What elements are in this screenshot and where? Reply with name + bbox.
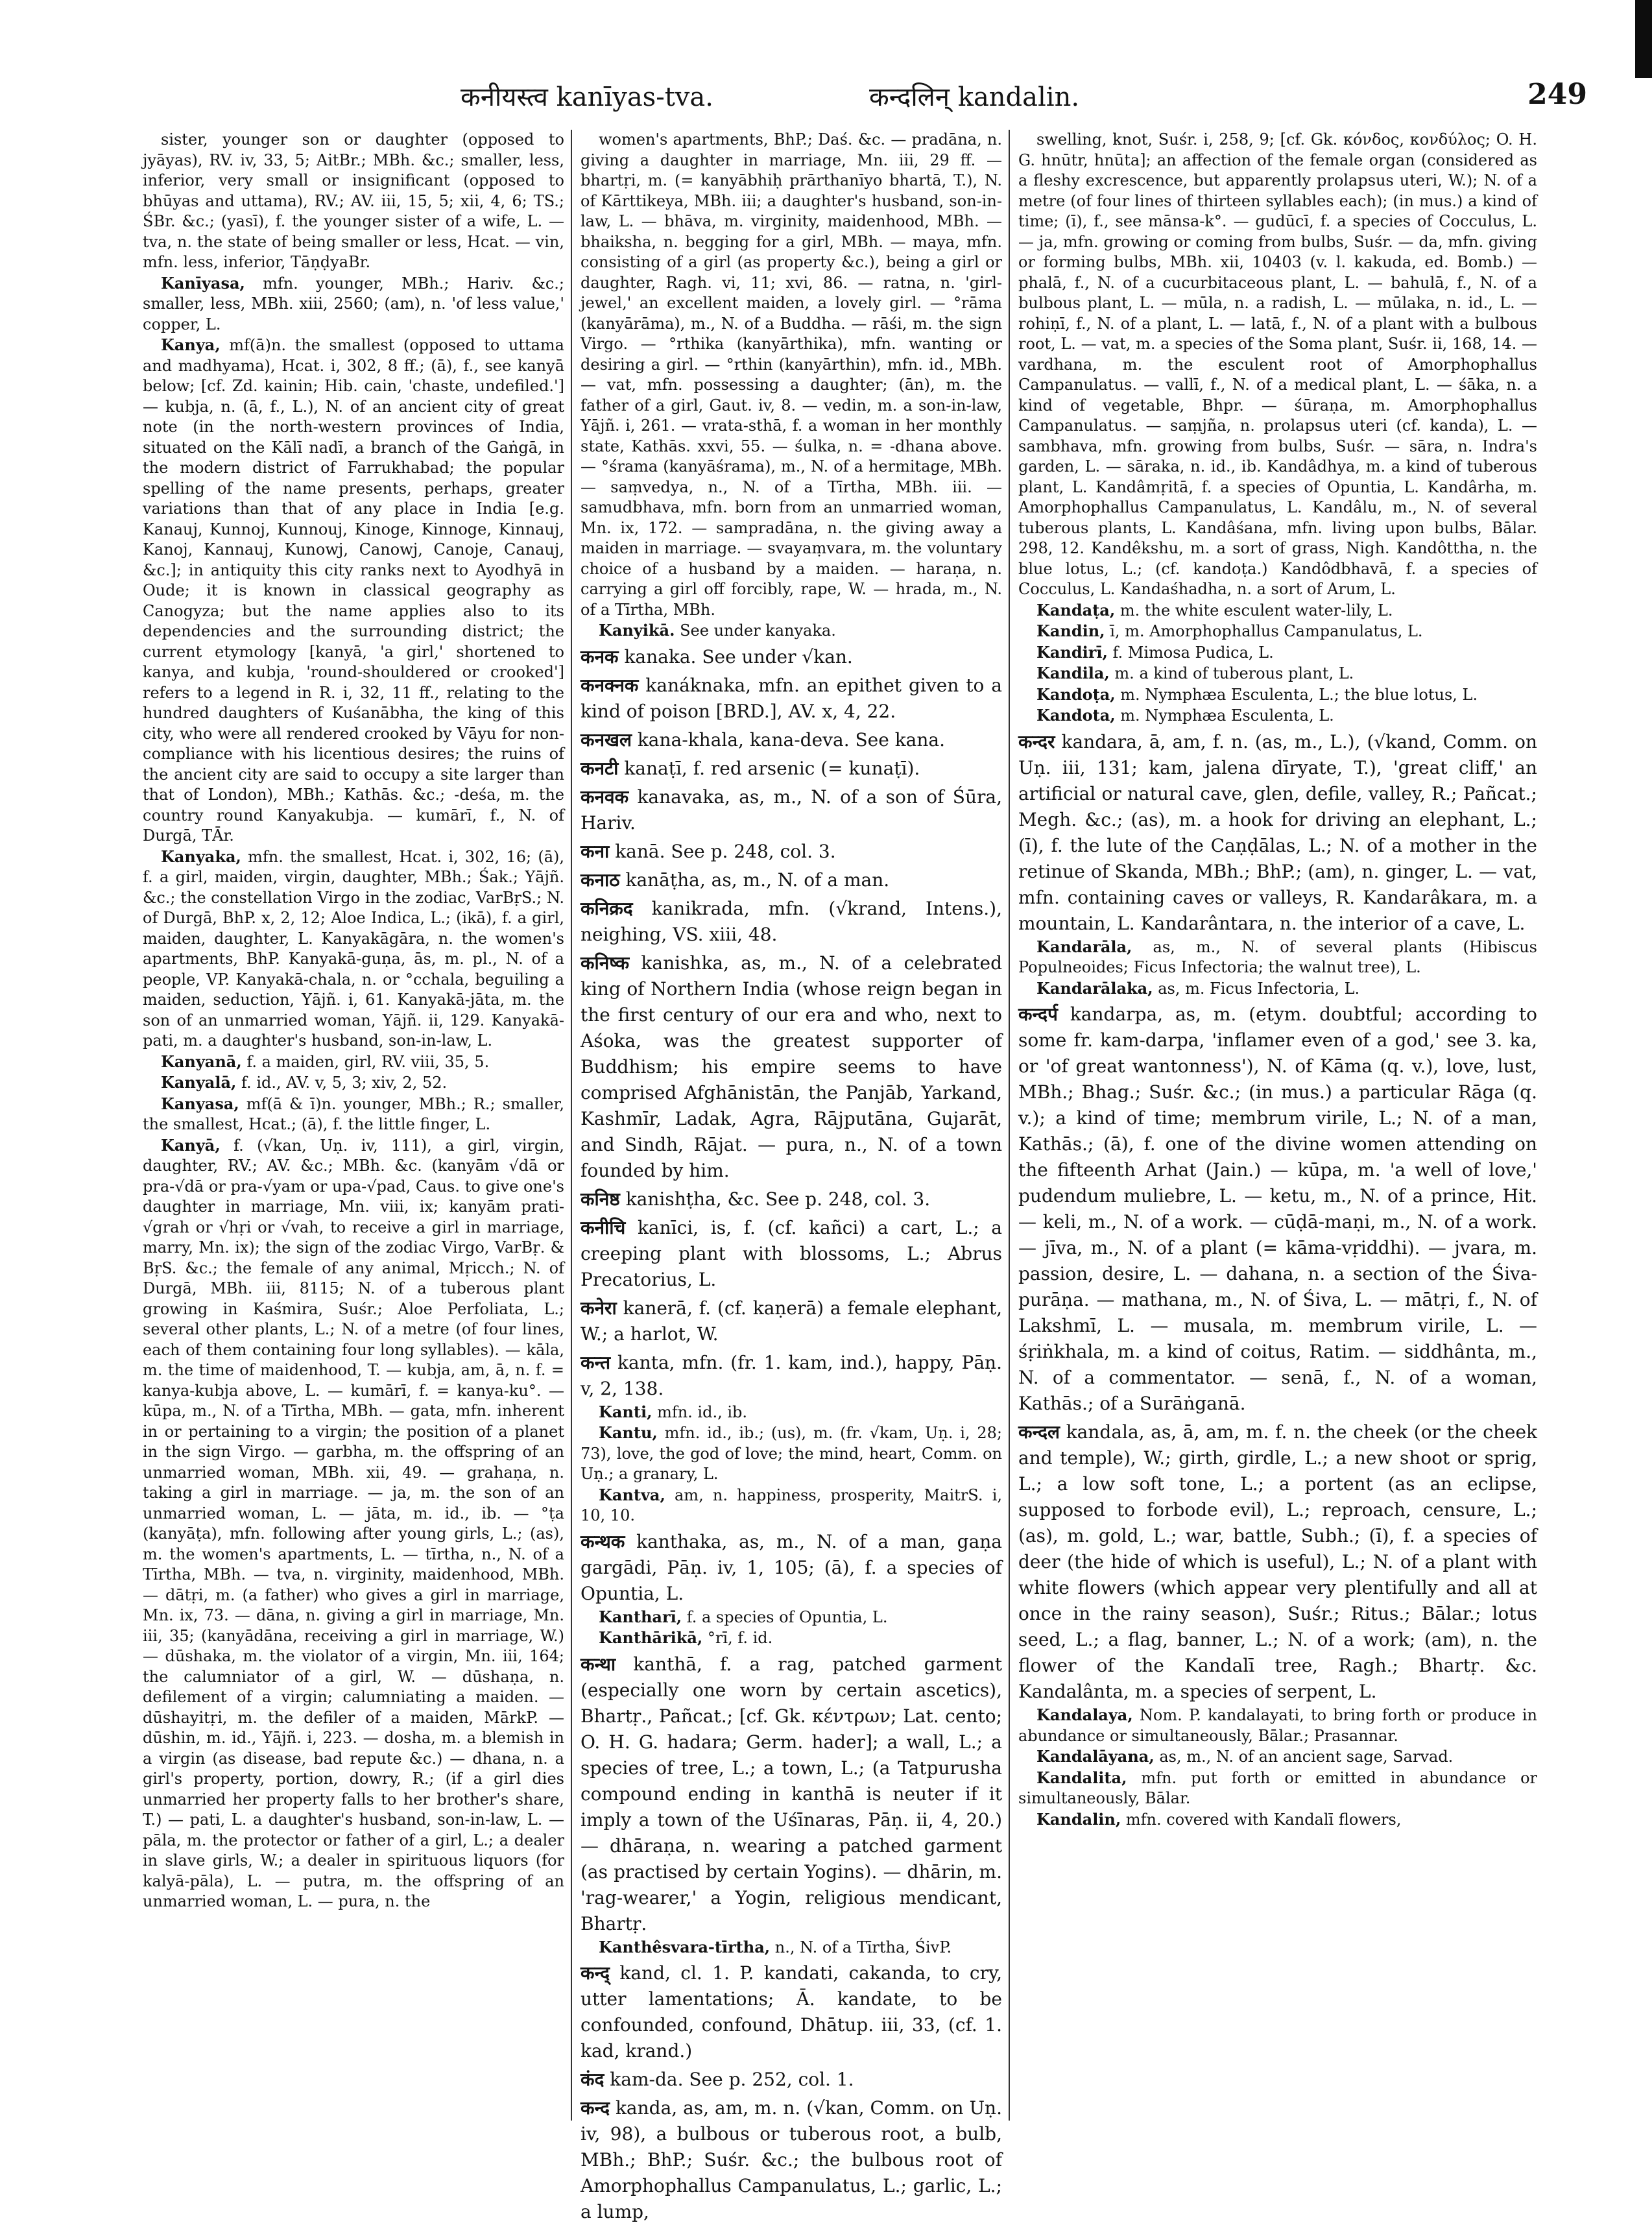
- entry-text: °rī, f. id.: [707, 1629, 773, 1647]
- dictionary-entry: [143, 1072, 564, 1094]
- dictionary-entry: [581, 1485, 1002, 1526]
- dictionary-entry: [1018, 1768, 1537, 1809]
- dictionary-entry: [1018, 1746, 1537, 1768]
- dictionary-entry: [1018, 684, 1537, 706]
- dictionary-entry: [581, 1215, 1002, 1293]
- headword: Kanthêsvara-tīrtha,: [599, 1937, 771, 1956]
- dictionary-entry: [581, 1529, 1002, 1607]
- headword: Kanyalā,: [161, 1073, 237, 1092]
- headword: Kandalaya,: [1036, 1705, 1133, 1724]
- entry-text: ī, m. Amorphophallus Campanulatus, L.: [1110, 622, 1423, 640]
- devanagari-headword: कना: [581, 840, 610, 862]
- devanagari-headword: कनीचि: [581, 1216, 626, 1238]
- devanagari-headword: कनिक्रद: [581, 897, 633, 919]
- column-divider: [1009, 130, 1010, 2121]
- dictionary-entry: [581, 620, 1002, 642]
- entry-text: kana-khala, kana-deva. See kana.: [637, 728, 945, 751]
- entry-text: kandarpa, as, m. (etym. doubtful; according to some fr. kam-darpa, 'inflamer even of a god,' see 3. ka, or 'of great wantonness'), N. of Kāma (q. v.), love, lust, MBh.; Bhag.; Suśr. &c.; (in mus.) a particular Rāga (q. v.); a kind of time; membrum virile, L.; N. of a man, Kathās.; (ā), f. one of the divine women attending on the fifteenth Arhat (Jain.) — kūpa, m. 'a well of love,' pudendum muliebre, L. — ketu, m., N. of a prince, Hit. — keli, m., N. of a work. — cūḍā-maṇi, m., N. of a work. — jīva, m., N. of a plant (= kāma-vṛiddhi). — jvara, m. passion, desire, L. — dahana, n. a section of the Śiva-purāṇa. — mathana, m., N. of Śiva, L. — mātṛi, f., N. of Lakshmī, L. — musala, m. membrum virile, L. — śṛiṅkhala, m. a kind of coitus, Ratim. — siddhânta, m., N. of a commentator. — senā, f., N. of a woman, Kathās.; of a Surāṅganā.: [1018, 1004, 1537, 1414]
- entry-text: kanā. See p. 248, col. 3.: [615, 840, 836, 862]
- dictionary-entry: [143, 1094, 564, 1135]
- headword: Kanyanā,: [161, 1052, 242, 1071]
- dictionary-entry: [581, 1295, 1002, 1347]
- entry-text: kam-da. See p. 252, col. 1.: [610, 2069, 854, 2090]
- dictionary-entry: [581, 1960, 1002, 2064]
- entry-text: kanavaka, as, m., N. of a son of Śūra, Hariv.: [581, 786, 1002, 834]
- column-2: [581, 130, 1003, 2222]
- devanagari-headword: कंद: [581, 2069, 605, 2090]
- dictionary-entry: [581, 896, 1002, 948]
- entry-text: n., N. of a Tīrtha, ŚivP.: [774, 1938, 952, 1956]
- devanagari-headword: कन्दल: [1018, 1421, 1060, 1443]
- entry-text: mfn. the smallest, Hcat. i, 302, 16; (ā), f. a girl, maiden, virgin, daughter, MBh.; Śak.; Yājñ. &c.; the constellation Virgo in the zodiac, VarBṛS.; N. of Durgā, BhP. x, 2, 12; Aloe Indica, L.; (ikā), f. a girl, maiden, daughter, L. Kanyakāgāra, n. the women's apartments, BhP. Kanyakā-guṇa, ās, m. pl., N. of a people, VP. Kanyakā-chala, n. or °cchala, beguiling a maiden, seduction, Yājñ. i, 61. Kanyakā-jāta, m. the son of an unmarried woman, Yājñ. ii, 129. Kanyakā-pati, m. a daughter's husband, son-in-law, L.: [143, 847, 564, 1050]
- headword: Kantu,: [599, 1423, 658, 1442]
- headword: Kandalāyana,: [1036, 1747, 1155, 1766]
- devanagari-headword: कनिष्क: [581, 952, 630, 974]
- dictionary-entry: [1018, 1419, 1537, 1705]
- entry-text: kanthaka, as, m., N. of a man, gaṇa gargādi, Pāṇ. iv, 1, 105; (ā), f. a species of Opuntia, L.: [581, 1530, 1002, 1604]
- headword: Kandarālaka,: [1036, 978, 1153, 998]
- entry-text: mfn. id., ib.: [657, 1402, 748, 1421]
- headword: Kandila,: [1036, 664, 1110, 682]
- entry-text: kanthā, f. a rag, patched garment (especially one worn by certain ascetics), Bhartṛ., Pañcat.; [cf. Gk. κέντρων; Lat. cento; O. H. G. hadara; Germ. hader]; a wall, L.; a species of tree, L.; a town, L.; (a Tatpurusha compound ending in kanthā is neuter if it imply a town of the Uśīnaras, Pāṇ. ii, 4, 20.) — dhāraṇa, n. wearing a patched garment (as practised by certain Yogins). — dhārin, m. 'rag-wearer,' a Yogin, religious mendicant, Bhartṛ.: [581, 1653, 1003, 1934]
- dictionary-entry: [1018, 705, 1537, 727]
- entry-text: m. Nymphæa Esculenta, L.; the blue lotus, L.: [1120, 685, 1478, 704]
- entry-text: am, n. happiness, prosperity, MaitrS. i, 10, 10.: [581, 1485, 1002, 1524]
- page-edge-mark: [1635, 0, 1652, 78]
- entry-text: mfn. put forth or emitted in abundance or simultaneously, Bālar.: [1018, 1768, 1538, 1807]
- dictionary-entry: [581, 784, 1002, 836]
- headword: Kantva,: [599, 1485, 665, 1504]
- entry-text: kanáknaka, mfn. an epithet given to a kind of poison [BRD.], AV. x, 4, 22.: [581, 674, 1003, 722]
- entry-text: f. id., AV. v, 5, 3; xiv, 2, 52.: [241, 1074, 448, 1092]
- dictionary-entry: [581, 839, 1002, 865]
- entry-text: mf(ā)n. the smallest (opposed to uttama and madhyama), Hcat. i, 302, 8 ff.; (ā), f., see kanyā below; [cf. Zd. kainin; Hib. cain, 'chaste, undefiled.'] — kubja, n. (ā, f., L.), N. of an ancient city of great note (in the north-western provinces of India, situated on the Kālī nadī, a branch of the Gaṅgā, in the modern district of Farrukhabad; the popular spelling of the name presents, perhaps, greater variations than that of any place in India [e.g. Kanauj, Kunnoj, Kunnouj, Kinoge, Kinnoge, Kinnauj, Kanoj, Kannauj, Kunowj, Canowj, Canoje, Canauj, &c.]; in antiquity this city ranks next to Ayodhyā in Oude; it is known in classical geography as Canogyza; but the name applies also to its dependencies and the surrounding district; the current etymology [kanyā, 'a girl,' shortened to kanya, and kubja, 'round-shouldered or crooked'] refers to a legend in R. i, 32, 11 ff., relating to the hundred daughters of Kuśanābha, the king of this city, who were all rendered crooked by Vāyu for non-compliance with his licentious desires; the ruins of the ancient city are said to occupy a site larger than that of London), MBh.; Kathās. &c.; -deśa, m. the country round Kanyakubja. — kumārī, f., N. of Durgā, TĀr.: [143, 336, 564, 845]
- dictionary-entry: [1018, 1809, 1537, 1831]
- devanagari-headword: कन्द: [581, 2097, 610, 2119]
- headword: Kanyaka,: [161, 847, 241, 866]
- headword: Kanthārikā,: [599, 1628, 703, 1647]
- headword: Kanyasa,: [161, 1094, 239, 1113]
- dictionary-entry: [581, 2095, 1002, 2225]
- dictionary-entry: [1018, 130, 1537, 600]
- entry-text: as, m., N. of several plants (Hibiscus Populneoides; Ficus Infectoria; the walnut tree), L.: [1018, 937, 1537, 976]
- devanagari-headword: कनखल: [581, 728, 632, 751]
- entry-text: mfn. younger, MBh.; Hariv. &c.; smaller, less, MBh. xiii, 2560; (am), n. 'of less value,' copper, L.: [143, 274, 564, 333]
- entry-text: kanishka, as, m., N. of a celebrated king of Northern India (whose reign began in the first century of our era and who, next to Aśoka, was the greatest supporter of Buddhism; his empire seems to have comprised Afghānistān, the Panjāb, Yarkand, Kashmīr, Ladak, Agra, Rājputāna, Gujarāt, and Sindh, Rājat. — pura, n., N. of a town founded by him.: [581, 952, 1002, 1181]
- entry-text: kanīci, is, f. (cf. kañci) a cart, L.; a creeping plant with blossoms, L.; Abrus Precatorius, L.: [581, 1216, 1002, 1290]
- entry-text: kanāṭha, as, m., N. of a man.: [625, 869, 890, 891]
- dictionary-entry: [1018, 978, 1537, 1000]
- dictionary-entry: [1018, 1002, 1537, 1417]
- dictionary-entry: [143, 273, 564, 335]
- page-number: 249: [1527, 78, 1587, 111]
- headword: Kandoṭa,: [1036, 684, 1116, 704]
- devanagari-headword: कनटी: [581, 757, 619, 779]
- entry-text: mf(ā & ī)n. younger, MBh.; R.; smaller, the smallest, Hcat.; (ā), f. the little finger, L.: [143, 1094, 564, 1133]
- entry-text: f. a maiden, girl, RV. viii, 35, 5.: [246, 1052, 490, 1071]
- dictionary-entry: [143, 335, 564, 847]
- dictionary-entry: [1018, 642, 1537, 664]
- dictionary-entry: [143, 130, 564, 273]
- devanagari-headword: कनक्नक: [581, 674, 639, 696]
- dictionary-entry: [143, 1135, 564, 1912]
- dictionary-entry: [1018, 937, 1537, 978]
- devanagari-headword: कनवक: [581, 786, 629, 808]
- headword: Kanya,: [161, 335, 221, 354]
- column-1: [143, 130, 564, 2121]
- entry-text: m. a kind of tuberous plant, L.: [1114, 664, 1354, 682]
- dictionary-entry: [143, 847, 564, 1052]
- dictionary-entry: [581, 867, 1002, 893]
- devanagari-headword: कनाठ: [581, 869, 620, 891]
- dictionary-entry: [581, 727, 1002, 753]
- dictionary-entry: [581, 756, 1002, 782]
- dictionary-entry: [1018, 600, 1537, 621]
- entry-text: kanaṭī, f. red arsenic (= kunaṭī).: [624, 757, 920, 779]
- dictionary-entry: [581, 1937, 1002, 1958]
- dictionary-entry: [1018, 663, 1537, 684]
- entry-text: mfn. covered with Kandalī flowers,: [1125, 1810, 1402, 1829]
- entry-text: kanerā, f. (cf. kaṇerā) a female elephant, W.; a harlot, W.: [581, 1297, 1003, 1345]
- headword: Kanti,: [599, 1402, 652, 1421]
- headword: Kandarāla,: [1036, 937, 1132, 956]
- running-head-right: कन्दलिन् kandalin.: [869, 82, 1080, 112]
- entry-text: women's apartments, BhP.; Daś. &c. — pradāna, n. giving a daughter in marriage, Mn. iii, 29 ff. — bhartṛi, m. (= kanyābhiḥ prārthanīyo bhartā, T.), N. of Kārttikeya, MBh. iii; a daughter's husband, son-in-law, L. — bhāva, m. virginity, maidenhood, MBh. — bhaiksha, n. begging for a girl, MBh. — maya, mfn. consisting of a girl (as property &c.), being a girl or daughter, Ragh. vi, 11; xvi, 86. — ratna, n. 'girl-jewel,' an excellent maiden, a lovely girl. — °rāma (kanyārāma), m., N. of a Buddha. — rāśi, m. the sign Virgo. — °rthika (kanyārthika), mfn. wanting or desiring a girl. — °rthin (kanyārthin), mfn. id., MBh. — vat, mfn. possessing a daughter; (ān), m. the father of a girl, Gaut. iv, 8. — vedin, m. a son-in-law, Yājñ. i, 261. — vrata-sthā, f. a woman in her monthly state, Kathās. xxvi, 55. — śulka, n. = -dhana above. — °śrama (kanyāśrama), m., N. of a hermitage, MBh. — saṃvedya, n., N. of a Tīrtha, MBh. iii. — samudbhava, mfn. born from an unmarried woman, Mn. ix, 172. — sampradāna, n. the giving away a maiden in marriage. — svayaṃvara, m. the voluntary choice of a husband by a maiden. — haraṇa, n. carrying a girl off forcibly, rape, W. — hrada, m., N. of a Tīrtha, MBh.: [581, 130, 1002, 619]
- entry-text: as, m. Ficus Infectoria, L.: [1158, 979, 1360, 998]
- entry-text: kanishṭha, &c. See p. 248, col. 3.: [625, 1188, 931, 1210]
- column-3: [1018, 130, 1537, 2121]
- headword: Kandin,: [1036, 621, 1105, 640]
- entry-text: kandala, as, ā, am, m. f. n. the cheek (or the cheek and temple), W.; girth, girdle, L.; a new shoot or sprig, L.; a low soft tone, L.; a portent (as an eclipse, supposed to forbode evil), L.; reproach, censure, L.; (as), m. gold, L.; war, battle, Subh.; (ī), f. a species of deer (the hide of which is useful), L.; N. of a plant with white flowers (which appear very plentifully and all at once in the rainy season), Suśr.; Ritus.; Bālar.; lotus seed, L.; a flag, banner, L.; N. of a work; (am), n. the flower of the Kandalī tree, Ragh.; Bhartṛ. &c. Kandalânta, m. a species of serpent, L.: [1018, 1421, 1537, 1702]
- dictionary-entry: [1018, 1705, 1537, 1746]
- dictionary-entry: [581, 1186, 1002, 1212]
- dictionary-entry: [1018, 729, 1537, 937]
- headword: Kandalin,: [1036, 1809, 1121, 1829]
- running-head-left: कनीयस्त्व kanīyas-tva.: [461, 82, 713, 112]
- dictionary-entry: [581, 1628, 1002, 1649]
- headword: Kandalita,: [1036, 1768, 1127, 1787]
- devanagari-headword: कन्था: [581, 1653, 616, 1675]
- headword: Kandaṭa,: [1036, 600, 1116, 619]
- entry-text: kanda, as, am, m. n. (√kan, Comm. on Uṇ. iv, 98), a bulbous or tuberous root, a bulb, MBh.; BhP.; Suśr. &c.; the bulbous root of Amorphophallus Campanulatus, L.; garlic, L.; a lump,: [581, 2097, 1002, 2222]
- dictionary-entry: [143, 1052, 564, 1073]
- headword: Kantharī,: [599, 1607, 682, 1626]
- entry-text: as, m., N. of an ancient sage, Sarvad.: [1159, 1748, 1454, 1766]
- dictionary-entry: [581, 1607, 1002, 1628]
- entry-text: m. Nymphæa Esculenta, L.: [1120, 706, 1334, 725]
- devanagari-headword: कन्द्: [581, 1962, 610, 1984]
- dictionary-entry: [581, 1652, 1002, 1937]
- dictionary-entry: [581, 130, 1002, 620]
- headword: Kanyā,: [161, 1135, 221, 1155]
- column-divider: [571, 130, 572, 2121]
- entry-text: swelling, knot, Suśr. i, 258, 9; [cf. Gk. κόνδος, κονδύλος; O. H. G. hnūtr, hnūta]; an affection of the female organ (considered as a fleshy excrescence, but apparently prolapsus uteri, W.); N. of a metre (of four lines of thirteen syllables each); (in mus.) a kind of time; (ī), f., see mānsa-k°. — gudūcī, f. a species of Cocculus, L. — ja, mfn. growing or coming from bulbs, Suśr. — da, mfn. giving or forming bulbs, MBh. xii, 10403 (v. l. kakuda, ed. Bomb.) — phalā, f., N. of a cucurbitaceous plant, L. — bahulā, f., N. of a bulbous plant, L. — mūla, n. a radish, L. — mūlaka, n. id., L. — rohiṇī, f., N. of a plant, L. — latā, f., N. of a plant with a bulbous root, L. — vat, m. a species of the Soma plant, Suśr. ii, 168, 14. — vardhana, m. the esculent root of Amorphophallus Campanulatus. — vallī, f., N. of a medical plant, L. — śāka, n. a kind of vegetable, Bhpr. — śūraṇa, m. Amorphophallus Campanulatus. — saṃjña, n. prolapsus uteri (cf. kanda), L. — sambhava, mfn. growing from bulbs, Suśr. — sāra, n. Indra's garden, L. — sāraka, n. id., ib. Kandâdhya, m. a kind of tuberous plant, L. Kandâmṛitā, f. a species of Opuntia, L. Kandârha, m. Amorphophallus Campanulatus, L. Kandâlu, m., N. of several tuberous plants, L. Kandâśana, mfn. living upon bulbs, Bālar. 298, 12. Kandêkshu, m. a sort of grass, Nigh. Kandôttha, n. the blue lotus, L.; (cf. kandoṭa.) Kandôdbhavā, f. a species of Cocculus, L. Kandaśhadha, n. a sort of Arum, L.: [1018, 130, 1537, 598]
- headword: Kanyikā.: [599, 621, 675, 640]
- entry-text: f. a species of Opuntia, L.: [686, 1607, 888, 1626]
- dictionary-entry: [581, 950, 1002, 1184]
- devanagari-headword: कनिष्ठ: [581, 1188, 620, 1210]
- headword: Kandirī,: [1036, 642, 1108, 662]
- devanagari-headword: कनक: [581, 645, 619, 668]
- dictionary-entry: [581, 2067, 1002, 2093]
- entry-text: m. the white esculent water-lily, L.: [1119, 601, 1393, 619]
- dictionary-entry: [581, 1402, 1002, 1423]
- entry-text: kanaka. See under √kan.: [624, 645, 853, 668]
- entry-text: sister, younger son or daughter (opposed to jyāyas), RV. iv, 33, 5; AitBr.; MBh. &c.; smaller, less, inferior, very small or insignificant (opposed to bhūyas and uttama), RV.; AV. iii, 15, 5; xii, 4, 6; TS.; ŚBr. &c.; (yasī), f. the younger sister of a wife, L. — tva, n. the state of being smaller or less, Hcat. — vin, mfn. less, inferior, TāṇḍyaBr.: [143, 130, 564, 271]
- devanagari-headword: कन्त: [581, 1351, 611, 1373]
- entry-text: kandara, ā, am, f. n. (as, m., L.), (√kand, Comm. on Uṇ. iii, 131; kam, jalena dīryate, T.), 'great cliff,' an artificial or natural cave, glen, defile, valley, R.; Pañcat.; Megh. &c.; (as), m. a hook for driving an elephant, L.; (ī), f. the lute of the Caṇḍālas, L.; N. of a mother in the retinue of Skanda, MBh.; BhP.; (am), n. ginger, L. — vat, mfn. containing caves or valleys, R. Kandarâkara, m. a mountain, L. Kandarântara, n. the interior of a cave, L.: [1018, 730, 1537, 934]
- entry-text: See under kanyaka.: [680, 621, 836, 640]
- devanagari-headword: कन्दर: [1018, 730, 1055, 752]
- entry-text: kanta, mfn. (fr. 1. kam, ind.), happy, Pāṇ. v, 2, 138.: [581, 1351, 1002, 1399]
- dictionary-entry: [581, 1350, 1002, 1402]
- devanagari-headword: कन्दर्प: [1018, 1004, 1058, 1025]
- headword: Kanīyasa,: [161, 273, 245, 293]
- dictionary-entry: [581, 644, 1002, 670]
- dictionary-entry: [581, 1423, 1002, 1485]
- entry-text: f. (√kan, Uṇ. iv, 111), a girl, virgin, daughter, RV.; AV. &c.; MBh. &c. (kanyām √dā or pra-√dā or pra-√yam or upa-√pad, Caus. to give one's daughter in marriage, Mn. viii, ix; kanyām prati-√grah or √hṛi or √vah, to receive a girl in marriage, marry, Mn. ix); the sign of the zodiac Virgo, VarBṛ. & BṛS. &c.; the female of any animal, Mṛicch.; N. of Durgā, MBh. iii, 8115; N. of a tuberous plant growing in Kaśmira, Suśr.; Aloe Perfoliata, L.; several other plants, L.; N. of a metre (of four lines, each of them containing four long syllables). — kāla, m. the time of maidenhood, T. — kubja, am, ā, n. f. = kanya-kubja above, L. — kumārī, f. = kanya-ku°. — kūpa, m., N. of a Tīrtha, MBh. — gata, mfn. inherent in or pertaining to a virgin; the position of a planet in the sign Virgo. — garbha, m. the offspring of an unmarried woman, MBh. xii, 49. — grahaṇa, n. taking a girl in marriage. — ja, m. the son of an unmarried woman, L. — jāta, m. id., ib. — °ṭa (kanyāṭa), mfn. following after young girls, L.; (as), m. the women's apartments, L. — tīrtha, n., N. of a Tīrtha, MBh. — tva, n. virginity, maidenhood, MBh. — dātṛi, m. (a father) who gives a girl in marriage, Mn. ix, 73. — dāna, n. giving a girl in marriage, Mn. iii, 35; (kanyādāna, receiving a girl in marriage, W.) — dūshaka, m. the violator of a virgin, Mn. iii, 164; the calumniator of a girl, W. — dūshaṇa, n. defilement of a virgin; calumniating a maiden. — dūshayitṛi, m. the defiler of a maiden, MārkP. — dūshin, m. id., Yājñ. i, 223. — dosha, m. a blemish in a virgin (as disease, bad repute &c.) — dhana, n. a girl's property, portion, dowry, R.; (if a girl dies unmarried her property falls to her brother's share, T.) — pati, L. a daughter's husband, son-in-law, L. — pāla, m. the protector or father of a girl, L.; a dealer in slave girls, W.; a dealer in spirituous liquors (for kalyā-pāla), L. — putra, m. the offspring of an unmarried woman, L. — pura, n. the: [143, 1136, 564, 1910]
- headword: Kandota,: [1036, 706, 1116, 725]
- devanagari-headword: कन्थक: [581, 1530, 625, 1552]
- page-header: [136, 78, 1587, 123]
- devanagari-headword: कनेरा: [581, 1297, 617, 1319]
- entry-text: kanikrada, mfn. (√krand, Intens.), neighing, VS. xiii, 48.: [581, 897, 1002, 945]
- entry-text: kand, cl. 1. P. kandati, cakanda, to cry, utter lamentations; Ā. kandate, to be confounded, confound, Dhātup. iii, 33, (cf. 1. kad, krand.): [581, 1962, 1002, 2062]
- dictionary-entry: [1018, 621, 1537, 642]
- dictionary-entry: [581, 673, 1002, 725]
- entry-text: Nom. P. kandalayati, to bring forth or produce in abundance or simultaneously, Bālar.; Prasannar.: [1018, 1706, 1537, 1745]
- entry-text: f. Mimosa Pudica, L.: [1112, 643, 1274, 662]
- entry-text: mfn. id., ib.; (us), m. (fr. √kam, Uṇ. i, 28; 73), love, the god of love; the mind, heart, Comm. on Uṇ.; a granary, L.: [581, 1424, 1003, 1483]
